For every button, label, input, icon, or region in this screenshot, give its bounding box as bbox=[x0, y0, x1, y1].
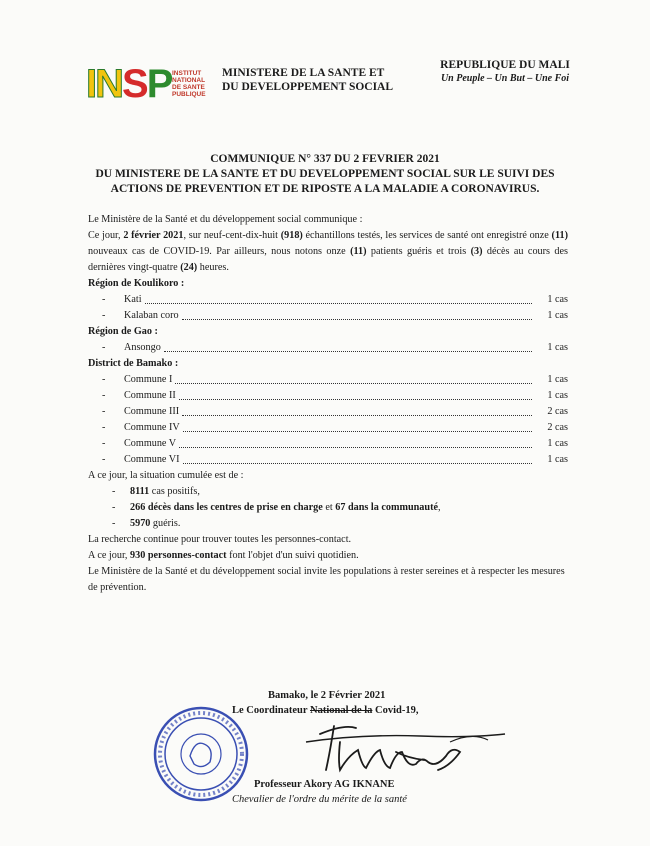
republic-motto: Un Peuple – Un But – Une Foi bbox=[440, 73, 570, 84]
signer-role: Le Coordinateur National de la Covid-19, bbox=[232, 705, 419, 716]
cumulative-intro: A ce jour, la situation cumulée est de : bbox=[88, 470, 244, 481]
daily-summary: Ce jour, 2 février 2021, sur neuf-cent-dix-huit (918) échantillons testés, les services de santé ont enregistré onze (11) nouveaux cas de COVID-19. Par ailleurs, nous notons onze (11) patients guéris et trois (3) décès au cours des dernières vingt-quatre (24) heures. bbox=[88, 230, 568, 273]
case-row: - Kalaban coro 1 cas bbox=[102, 310, 568, 321]
logo-mark: INSP bbox=[86, 62, 172, 106]
closing-text: Le Ministère de la Santé et du développement social invite les populations à rester sereines et à respecter les mesures de prévention. bbox=[88, 566, 565, 593]
logo-caption: INSTITUT NATIONAL DE SANTE PUBLIQUE bbox=[172, 70, 206, 98]
case-row: - Commune V 1 cas bbox=[102, 438, 568, 449]
handwritten-signature-icon bbox=[300, 712, 510, 782]
place-date: Bamako, le 2 Février 2021 bbox=[268, 690, 386, 701]
cumulative-deaths: - 266 décès dans les centres de prise en charge et 67 dans la communauté, bbox=[112, 502, 441, 513]
official-stamp-icon bbox=[150, 704, 252, 804]
region-heading-bamako: District de Bamako : bbox=[88, 358, 179, 369]
region-heading-gao: Région de Gao : bbox=[88, 326, 158, 337]
case-row: - Commune IV 2 cas bbox=[102, 422, 568, 433]
insp-logo bbox=[86, 62, 211, 110]
case-row: - Commune I 1 cas bbox=[102, 374, 568, 385]
republic-name: REPUBLIQUE DU MALI bbox=[440, 59, 570, 71]
intro-text: Le Ministère de la Santé et du développement social communique : bbox=[88, 214, 363, 225]
cumulative-cases: - 8111 cas positifs, bbox=[112, 486, 200, 497]
case-row: - Commune III 2 cas bbox=[102, 406, 568, 417]
case-row: - Ansongo 1 cas bbox=[102, 342, 568, 353]
case-row: - Commune VI 1 cas bbox=[102, 454, 568, 465]
contacts-search-text: La recherche continue pour trouver toutes les personnes-contact. bbox=[88, 534, 352, 545]
cumulative-recovered: - 5970 guéris. bbox=[112, 518, 181, 529]
case-row: - Kati 1 cas bbox=[102, 294, 568, 305]
ministry-heading: MINISTERE DE LA SANTE ET DU DEVELOPPEMENT SOCIAL bbox=[222, 67, 394, 93]
region-heading-koulikoro: Région de Koulikoro : bbox=[88, 278, 185, 289]
case-row: - Commune II 1 cas bbox=[102, 390, 568, 401]
contacts-text: A ce jour, 930 personnes-contact font l'objet d'un suivi quotidien. bbox=[88, 550, 359, 561]
signer-honor: Chevalier de l'ordre du mérite de la santé bbox=[232, 794, 407, 805]
republic-heading bbox=[430, 58, 580, 86]
communique-body bbox=[88, 212, 568, 596]
communique-title: COMMUNIQUE N° 337 DU 2 FEVRIER 2021 DU MINISTERE DE LA SANTE ET DU DEVELOPPEMENT SOCIAL SUR LE SUIVI DES ACTIONS DE PREVENTION ET DE RIPOSTE A LA MALADIE A CORONAVIRUS. bbox=[95, 153, 555, 195]
signer-name: Professeur Akory AG IKNANE bbox=[254, 779, 395, 790]
